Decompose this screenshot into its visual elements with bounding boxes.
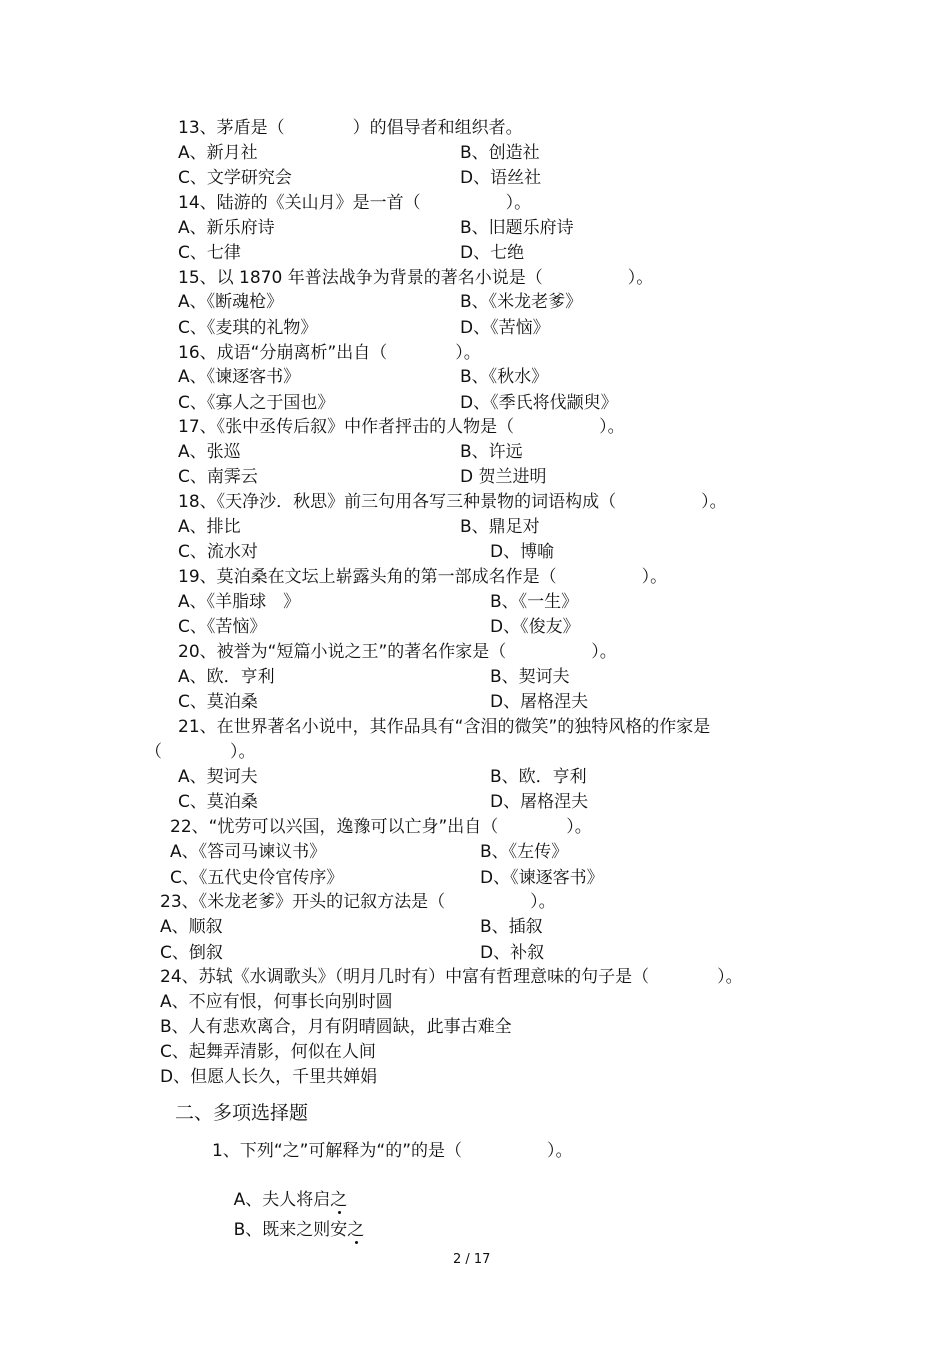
option: B、鼎足对	[460, 517, 540, 537]
option: D、但愿人长久，千里共婵娟	[160, 1067, 378, 1087]
question-stem: 20、被誉为“短篇小说之王”的著名作家是（ ）。	[178, 642, 617, 662]
option	[212, 1197, 365, 1240]
option: C、莫泊桑	[178, 692, 258, 712]
option: B、创造社	[460, 143, 540, 163]
option-text: A、夫人将启	[233, 1190, 331, 1210]
option: B、欧．亨利	[490, 767, 587, 787]
option: B、《米龙老爹》	[460, 292, 583, 312]
option: B、人有悲欢离合，月有阴晴圆缺，此事古难全	[160, 1017, 512, 1037]
option: D、博喻	[490, 542, 555, 562]
question-stem: 13、茅盾是（ ）的倡导者和组织者。	[178, 118, 523, 138]
question-stem: 19、莫泊桑在文坛上崭露头角的第一部成名作是（ ）。	[178, 567, 668, 587]
question-stem: 14、陆游的《关山月》是一首（ ）。	[178, 193, 532, 213]
option: D、《谏逐客书》	[480, 868, 604, 888]
option: A、《答司马谏议书》	[170, 842, 327, 862]
option: D、《苦恼》	[460, 318, 550, 338]
option: B、《一生》	[490, 592, 579, 612]
option: D、语丝社	[460, 168, 542, 188]
option: C、文学研究会	[178, 168, 292, 188]
option-text: B、既来之则安	[233, 1220, 348, 1240]
question-stem: 17、《张中丞传后叙》中作者抨击的人物是（ ）。	[178, 417, 625, 437]
question-stem: 16、成语“分崩离析”出自（ ）。	[178, 343, 481, 363]
question-stem: 15、以 1870 年普法战争为背景的著名小说是（ ）。	[178, 268, 654, 288]
page-number: 2 / 17	[453, 1252, 491, 1267]
question-stem: 18、《天净沙．秋思》前三句用各写三种景物的词语构成（ ）。	[178, 492, 727, 512]
option: A、排比	[178, 517, 241, 537]
option: C、莫泊桑	[178, 792, 258, 812]
option: B、许远	[460, 442, 523, 462]
option: D、屠格涅夫	[490, 692, 589, 712]
option: B、《秋水》	[460, 367, 549, 387]
option: D、七绝	[460, 243, 525, 263]
option: A、欧．亨利	[178, 667, 275, 687]
question-stem: 24、苏轼《水调歌头》（明月几时有）中富有哲理意味的句子是（ ）。	[160, 967, 743, 987]
question-stem-continued: （ ）。	[145, 742, 256, 762]
option: A、张巡	[178, 442, 241, 462]
option: C、《苦恼》	[178, 617, 267, 637]
option: C、南霁云	[178, 467, 258, 487]
option: D 贺兰进明	[460, 467, 547, 487]
option: C、七律	[178, 243, 241, 263]
option: B、《左传》	[480, 842, 569, 862]
option: C、倒叙	[160, 943, 223, 963]
option: D、补叙	[480, 943, 545, 963]
section-heading: 二、多项选择题	[175, 1102, 309, 1124]
emphasis-mark: 之	[347, 1220, 365, 1240]
option: B、契诃夫	[490, 667, 570, 687]
option: A、顺叙	[160, 917, 223, 937]
option: B、插叙	[480, 917, 543, 937]
option: D、《季氏将伐颛臾》	[460, 393, 618, 413]
option: A、《谏逐客书》	[178, 367, 301, 387]
option: D、屠格涅夫	[490, 792, 589, 812]
question-stem: 23、《米龙老爹》开头的记叙方法是（ ）。	[160, 892, 556, 912]
option: A、契诃夫	[178, 767, 258, 787]
option: C、《寡人之于国也》	[178, 393, 335, 413]
option: B、旧题乐府诗	[460, 218, 574, 238]
option: D、《俊友》	[490, 617, 580, 637]
option: A、《断魂枪》	[178, 292, 284, 312]
option	[212, 1167, 348, 1210]
option: C、《麦琪的礼物》	[178, 318, 318, 338]
option: C、流水对	[178, 542, 258, 562]
option: C、《五代史伶官传序》	[170, 868, 344, 888]
emphasis-mark: 之	[330, 1190, 348, 1210]
question-stem: 22、“忧劳可以兴国，逸豫可以亡身”出自（ ）。	[170, 817, 592, 837]
option: A、新乐府诗	[178, 218, 275, 238]
option: A、《羊脂球 》	[178, 592, 301, 612]
option: C、起舞弄清影，何似在人间	[160, 1042, 376, 1062]
option: A、新月社	[178, 143, 258, 163]
option: A、不应有恨，何事长向别时圆	[160, 992, 393, 1012]
question-stem: 1、下列“之”可解释为“的”的是（ ）。	[212, 1141, 573, 1161]
question-stem: 21、在世界著名小说中，其作品具有“含泪的微笑”的独特风格的作家是	[178, 717, 711, 737]
